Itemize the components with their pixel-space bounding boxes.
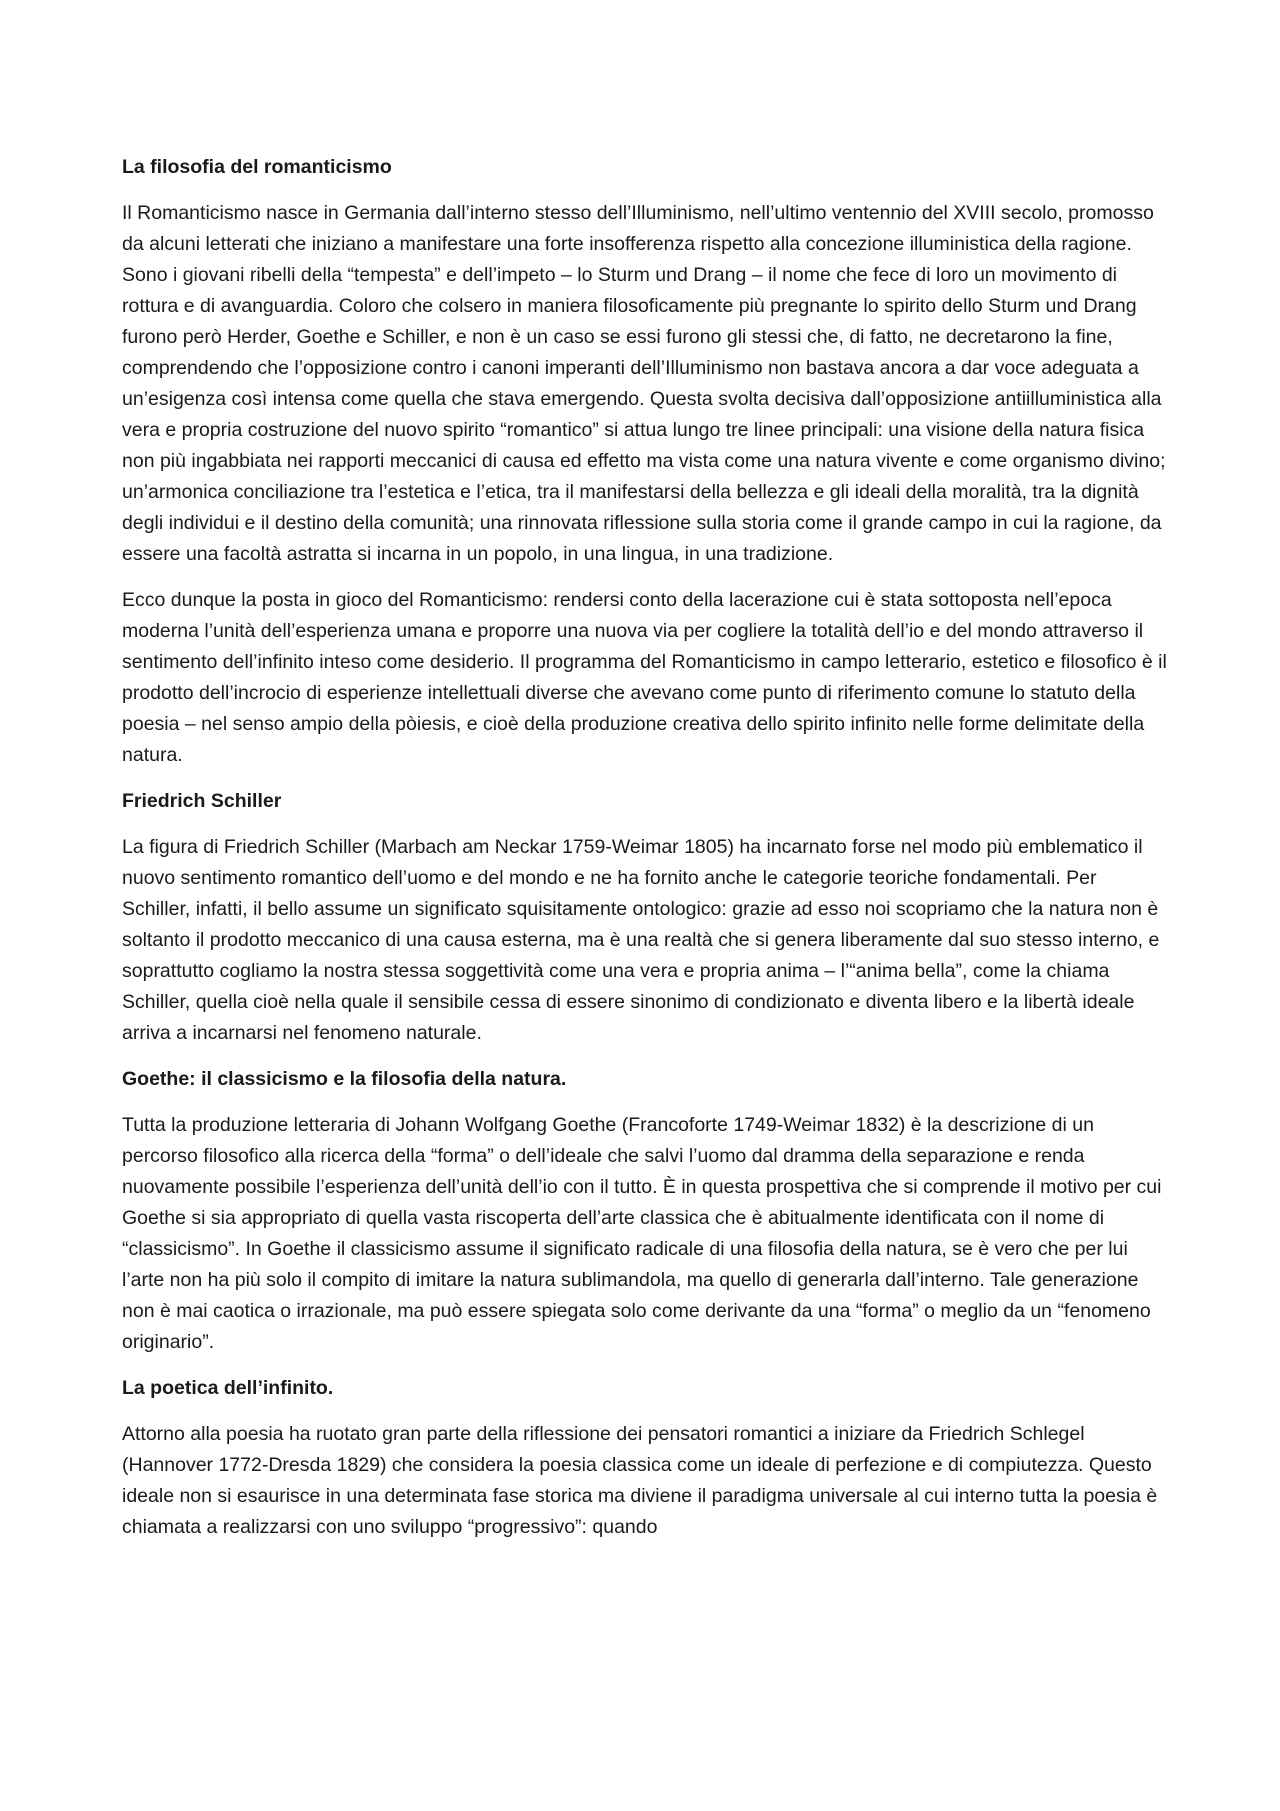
section-heading-romanticismo: La filosofia del romanticismo <box>122 156 392 178</box>
document-body <box>122 152 1170 1558</box>
paragraph: Ecco dunque la posta in gioco del Romanticismo: rendersi conto della lacerazione cui è stata sottoposta nell’epoca moderna l’unità dell’esperienza umana e proporre una nuova via per cogliere la totalità dell’io e del mondo attraverso il sentimento dell’infinito inteso come desiderio. Il programma del Romanticismo in campo letterario, estetico e filosofico è il prodotto dell’incrocio di esperienze intellettuali diverse che avevano come punto di riferimento comune lo statuto della poesia – nel senso ampio della pòiesis, e cioè della produzione creativa dello spirito infinito nelle forme delimitate della natura. <box>122 589 1167 766</box>
paragraph: Tutta la produzione letteraria di Johann Wolfgang Goethe (Francoforte 1749-Weimar 1832) è la descrizione di un percorso filosofico alla ricerca della “forma” o dell’ideale che salvi l’uomo dal dramma della separazione e renda nuovamente possibile l’esperienza dell’unità dell’io con il tutto. È in questa prospettiva che si comprende il motivo per cui Goethe si sia appropriato di quella vasta riscoperta dell’arte classica che è abitualmente identificata con il nome di “classicismo”. In Goethe il classicismo assume il significato radicale di una filosofia della natura, se è vero che per lui l’arte non ha più solo il compito di imitare la natura sublimandola, ma quello di generarla dall’interno. Tale generazione non è mai caotica o irrazionale, ma può essere spiegata solo come derivante da una “forma” o meglio da un “fenomeno originario”. <box>122 1114 1162 1353</box>
section-heading-poetica-infinito: La poetica dell’infinito. <box>122 1377 334 1399</box>
paragraph: Attorno alla poesia ha ruotato gran parte della riflessione dei pensatori romantici a iniziare da Friedrich Schlegel (Hannover 1772-Dresda 1829) che considera la poesia classica come un ideale di perfezione e di compiutezza. Questo ideale non si esaurisce in una determinata fase storica ma diviene il paradigma universale al cui interno tutta la poesia è chiamata a realizzarsi con uno sviluppo “progressivo”: quando <box>122 1423 1158 1538</box>
paragraph: Il Romanticismo nasce in Germania dall’interno stesso dell’Illuminismo, nell’ultimo ventennio del XVIII secolo, promosso da alcuni letterati che iniziano a manifestare una forte insofferenza rispetto alla concezione illuministica della ragione. Sono i giovani ribelli della “tempesta” e dell’impeto – lo Sturm und Drang – il nome che fece di loro un movimento di rottura e di avanguardia. Coloro che colsero in maniera filosoficamente più pregnante lo spirito dello Sturm und Drang furono però Herder, Goethe e Schiller, e non è un caso se essi furono gli stessi che, di fatto, ne decretarono la fine, comprendendo che l’opposizione contro i canoni imperanti dell’Illuminismo non bastava ancora a dar voce adeguata a un’esigenza così intensa come quella che stava emergendo. Questa svolta decisiva dall’opposizione antiilluministica alla vera e propria costruzione del nuovo spirito “romantico” si attua lungo tre linee principali: una visione della natura fisica non più ingabbiata nei rapporti meccanici di causa ed effetto ma vista come una natura vivente e come organismo divino; un’armonica conciliazione tra l’estetica e l’etica, tra il manifestarsi della bellezza e gli ideali della moralità, tra la dignità degli individui e il destino della comunità; una rinnovata riflessione sulla storia come il grande campo in cui la ragione, da essere una facoltà astratta si incarna in un popolo, in una lingua, in una tradizione. <box>122 202 1166 565</box>
paragraph: La figura di Friedrich Schiller (Marbach am Neckar 1759-Weimar 1805) ha incarnato forse nel modo più emblematico il nuovo sentimento romantico dell’uomo e del mondo e ne ha fornito anche le categorie teoriche fondamentali. Per Schiller, infatti, il bello assume un significato squisitamente ontologico: grazie ad esso noi scopriamo che la natura non è soltanto il prodotto meccanico di una causa esterna, ma è una realtà che si genera liberamente dal suo stesso interno, e soprattutto cogliamo la nostra stessa soggettività come una vera e propria anima – l’“anima bella”, come la chiama Schiller, quella cioè nella quale il sensibile cessa di essere sinonimo di condizionato e diventa libero e la libertà ideale arriva a incarnarsi nel fenomeno naturale. <box>122 836 1160 1044</box>
section-heading-goethe: Goethe: il classicismo e la filosofia della natura. <box>122 1068 567 1090</box>
section-heading-schiller: Friedrich Schiller <box>122 790 282 812</box>
